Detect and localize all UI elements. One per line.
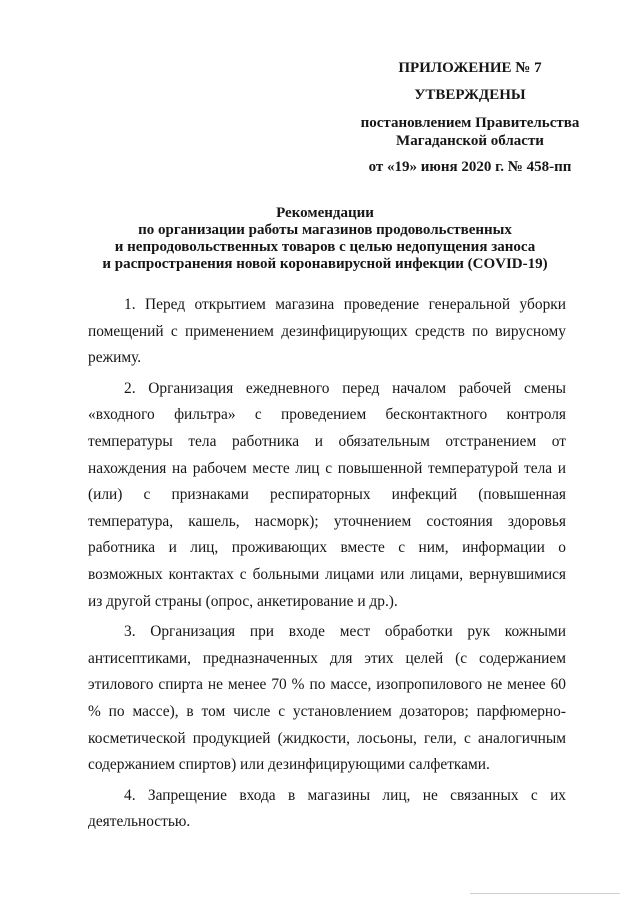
- approved-by-line2: Магаданской области: [396, 133, 544, 149]
- title-line: и непродовольственных товаров с целью недопущения заноса: [114, 239, 536, 255]
- approved-by: [340, 114, 600, 150]
- paragraph-2: 2. Организация ежедневного перед началом рабочей смены «входного фильтра» с проведением бесконтактного контроля температуры тела работника и обязательным отстранением от нахождения на рабочем месте лиц с повышенной температурой тела и (или) с признаками респираторных инфекций (повышенная температура, кашель, насморк); уточнением состояния здоровья работника и лиц, проживающих вместе с ним, информации о возможных контактах с больными лицами или лицами, вернувшимися из другой страны (опрос, анкетирование и др.).: [88, 379, 566, 610]
- title-line: по организации работы магазинов продовольственных: [138, 222, 512, 238]
- approved-heading: УТВЕРЖДЕНЫ: [414, 87, 526, 103]
- paragraph-4: 4. Запрещение входа в магазины лиц, не связанных с их деятельностью.: [88, 786, 566, 831]
- paragraph-3: 3. Организация при входе мест обработки рук кожными антисептиками, предназначенных для этих целей (с содержанием этилового спирта не менее 70 % по массе, изопропилового не менее 60 % по массе), в том числе с установлением дозаторов; парфюмерно-косметической продукцией (жидкости, лосьоны, гели, с аналогичным содержанием спиртов) или дезинфицирующими салфетками.: [88, 623, 566, 774]
- approval-date: от «19» июня 2020 г. № 458-пп: [368, 159, 572, 175]
- document-body: [88, 292, 566, 840]
- document-title: [70, 205, 580, 273]
- title-line: Рекомендации: [276, 205, 374, 221]
- appendix-number: ПРИЛОЖЕНИЕ № 7: [398, 60, 542, 76]
- approved-by-line1: постановлением Правительства: [360, 115, 580, 131]
- scan-edge-line: [470, 893, 620, 894]
- title-line: и распространения новой коронавирусной инфекции (COVID-19): [102, 256, 548, 272]
- paragraph-1: 1. Перед открытием магазина проведение генеральной уборки помещений с применением дезинфицирующих средств по вирусному режиму.: [88, 296, 566, 367]
